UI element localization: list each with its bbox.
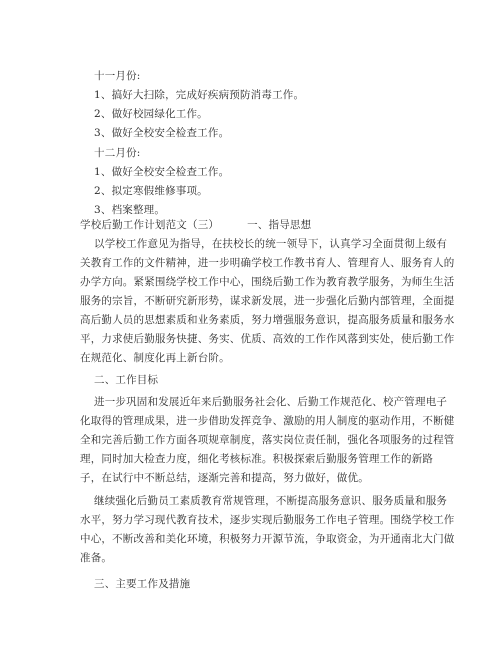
paragraph-1-line: 在规范化、制度化再上新台阶。 xyxy=(80,352,230,364)
article-title: 学校后勤工作计划范文（三） xyxy=(80,219,220,231)
month-12-item-1: 1、做好全校安全检查工作。 xyxy=(94,166,230,178)
paragraph-2-line: 化取得的管理成果，进一步借助发挥竞争、激励的用人制度的驱动作用，不断健 xyxy=(80,415,455,427)
paragraph-3-line: 准备。 xyxy=(80,552,113,564)
month-11-heading: 十一月份: xyxy=(94,70,141,82)
paragraph-3-line: 中心，不断改善和美化环境，积极努力开源节流，争取资金，为开通南北大门做 xyxy=(80,533,455,545)
section-1-heading: 一、指导思想 xyxy=(247,219,312,231)
paragraph-2-line: 全和完善后勤工作方面各项规章制度，落实岗位责任制，强化各项服务的过程管 xyxy=(80,434,455,446)
paragraph-3-line: 水平，努力学习现代教育技术，逐步实现后勤服务工作电子管理。围绕学校工作 xyxy=(80,514,455,526)
paragraph-2-line: 子，在试行中不断总结，逐渐完善和提高，努力做好，做优。 xyxy=(80,472,369,484)
paragraph-1-line: 高后勤人员的思想素质和业务素质，努力增强服务意识，提高服务质量和服务水 xyxy=(80,314,455,326)
section-2-heading: 二、工作目标 xyxy=(94,374,159,386)
section-3-heading: 三、主要工作及措施 xyxy=(94,578,191,590)
paragraph-2-line: 进一步巩固和发展近年来后勤服务社会化、后勤工作规范化、校产管理电子 xyxy=(94,396,448,408)
paragraph-1-line: 关教育工作的文件精神，进一步明确学校工作教书育人、管理育人、服务育人的 xyxy=(80,257,455,269)
paragraph-3-line: 继续强化后勤员工素质教育常规管理，不断提高服务意识、服务质量和服务 xyxy=(94,495,448,507)
month-12-heading: 十二月份: xyxy=(94,147,141,159)
month-11-item-1: 1、搞好大扫除，完成好疾病预防消毒工作。 xyxy=(94,89,305,101)
paragraph-2-line: 理，同时加大检查力度，细化考核标准。积极探索后勤服务管理工作的新路 xyxy=(80,453,434,465)
paragraph-1-line: 以学校工作意见为指导，在扶校长的统一领导下，认真学习全面贯彻上级有 xyxy=(94,238,448,250)
month-11-item-3: 3、做好全校安全检查工作。 xyxy=(94,127,230,139)
month-12-item-2: 2、拟定寒假维修事项。 xyxy=(94,185,208,197)
month-11-item-2: 2、做好校园绿化工作。 xyxy=(94,108,208,120)
paragraph-1-line: 办学方向。紧紧围绕学校工作中心，围绕后勤工作为教育教学服务，为师生生活 xyxy=(80,276,455,288)
paragraph-1-line: 服务的宗旨，不断研究新形势，谋求新发展，进一步强化后勤内部管理，全面提 xyxy=(80,295,455,307)
paragraph-1-line: 平，力求使后勤服务快捷、务实、优质、高效的工作作风落到实处，使后勤工作 xyxy=(80,333,455,345)
month-12-item-3: 3、档案整理。 xyxy=(94,204,166,216)
article-title-line xyxy=(80,218,311,232)
